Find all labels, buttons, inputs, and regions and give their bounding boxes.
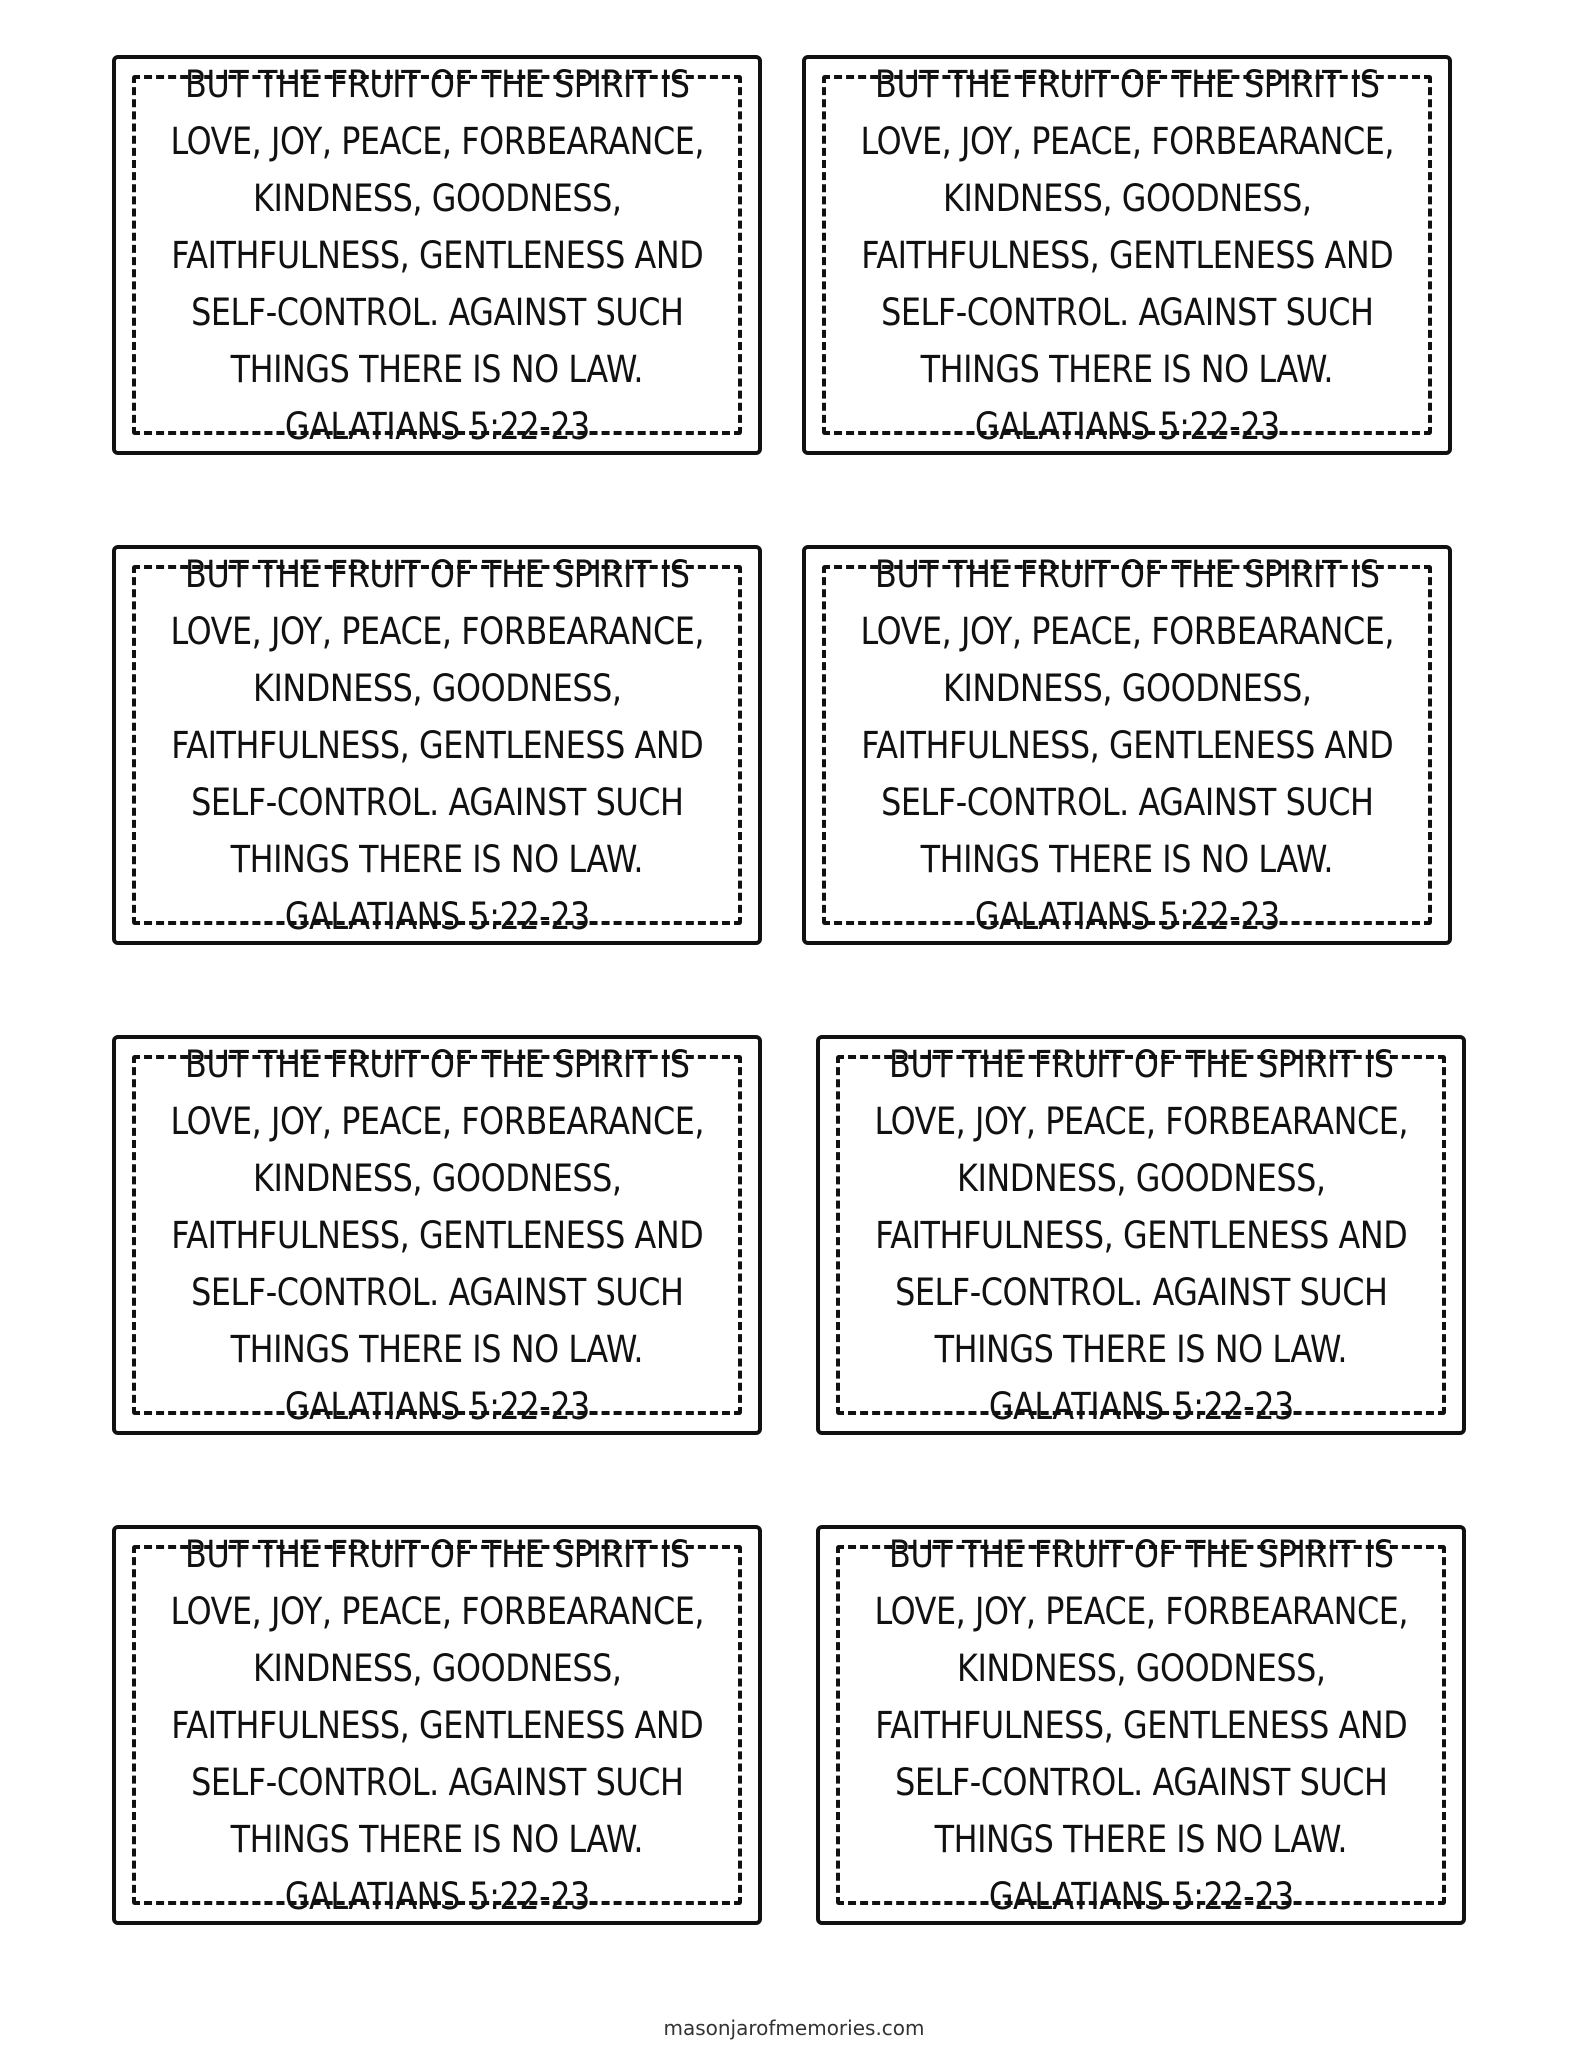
- verse-line: THINGS THERE IS NO LAW.: [920, 837, 1334, 881]
- verse-reference: GALATIANS 5:22-23: [974, 404, 1280, 448]
- verse-line: THINGS THERE IS NO LAW.: [230, 837, 644, 881]
- dashed-border: [836, 1532, 1446, 1918]
- verse-line: LOVE, JOY, PEACE, FORBEARANCE,: [170, 1589, 704, 1633]
- dashed-border: [132, 1042, 742, 1428]
- verse-line: LOVE, JOY, PEACE, FORBEARANCE,: [170, 119, 704, 163]
- verse-line: KINDNESS, GOODNESS,: [252, 176, 622, 220]
- dashed-border: [836, 1042, 1446, 1428]
- verse-card-2: [802, 55, 1452, 455]
- verse-card-5: [112, 1035, 762, 1435]
- verse-line: SELF-CONTROL. AGAINST SUCH: [190, 1760, 684, 1804]
- verse-line: THINGS THERE IS NO LAW.: [934, 1817, 1348, 1861]
- verse-line: SELF-CONTROL. AGAINST SUCH: [190, 780, 684, 824]
- verse-line: KINDNESS, GOODNESS,: [956, 1646, 1326, 1690]
- verse-line: KINDNESS, GOODNESS,: [252, 1646, 622, 1690]
- verse-line: FAITHFULNESS, GENTLENESS AND: [170, 1213, 704, 1257]
- verse-reference: GALATIANS 5:22-23: [974, 894, 1280, 938]
- verse-line: FAITHFULNESS, GENTLENESS AND: [860, 723, 1394, 767]
- dashed-border: [132, 552, 742, 938]
- verse-reference: GALATIANS 5:22-23: [284, 1874, 590, 1918]
- verse-line: LOVE, JOY, PEACE, FORBEARANCE,: [170, 609, 704, 653]
- verse-line: KINDNESS, GOODNESS,: [956, 1156, 1326, 1200]
- verse-reference: GALATIANS 5:22-23: [284, 894, 590, 938]
- verse-card-1: [112, 55, 762, 455]
- verse-line: FAITHFULNESS, GENTLENESS AND: [170, 723, 704, 767]
- verse-reference: GALATIANS 5:22-23: [284, 404, 590, 448]
- verse-line: FAITHFULNESS, GENTLENESS AND: [874, 1703, 1408, 1747]
- verse-line: THINGS THERE IS NO LAW.: [230, 347, 644, 391]
- verse-line: BUT THE FRUIT OF THE SPIRIT IS: [874, 62, 1380, 106]
- verse-line: THINGS THERE IS NO LAW.: [920, 347, 1334, 391]
- dashed-border: [132, 1532, 742, 1918]
- verse-card-4: [802, 545, 1452, 945]
- verse-line: KINDNESS, GOODNESS,: [942, 666, 1312, 710]
- verse-card-7: [112, 1525, 762, 1925]
- verse-reference: GALATIANS 5:22-23: [988, 1874, 1294, 1918]
- verse-line: FAITHFULNESS, GENTLENESS AND: [170, 1703, 704, 1747]
- verse-line: LOVE, JOY, PEACE, FORBEARANCE,: [170, 1099, 704, 1143]
- verse-line: SELF-CONTROL. AGAINST SUCH: [894, 1760, 1388, 1804]
- verse-line: LOVE, JOY, PEACE, FORBEARANCE,: [860, 609, 1394, 653]
- verse-line: KINDNESS, GOODNESS,: [942, 176, 1312, 220]
- verse-line: THINGS THERE IS NO LAW.: [230, 1327, 644, 1371]
- verse-line: LOVE, JOY, PEACE, FORBEARANCE,: [874, 1099, 1408, 1143]
- verse-line: BUT THE FRUIT OF THE SPIRIT IS: [184, 552, 690, 596]
- verse-line: FAITHFULNESS, GENTLENESS AND: [860, 233, 1394, 277]
- verse-line: SELF-CONTROL. AGAINST SUCH: [880, 290, 1374, 334]
- verse-line: THINGS THERE IS NO LAW.: [230, 1817, 644, 1861]
- verse-line: FAITHFULNESS, GENTLENESS AND: [170, 233, 704, 277]
- verse-line: LOVE, JOY, PEACE, FORBEARANCE,: [860, 119, 1394, 163]
- verse-line: BUT THE FRUIT OF THE SPIRIT IS: [184, 1042, 690, 1086]
- verse-line: BUT THE FRUIT OF THE SPIRIT IS: [888, 1532, 1394, 1576]
- verse-line: BUT THE FRUIT OF THE SPIRIT IS: [888, 1042, 1394, 1086]
- verse-card-3: [112, 545, 762, 945]
- dashed-border: [132, 62, 742, 448]
- verse-line: KINDNESS, GOODNESS,: [252, 666, 622, 710]
- verse-line: SELF-CONTROL. AGAINST SUCH: [190, 1270, 684, 1314]
- verse-card-8: [816, 1525, 1466, 1925]
- verse-reference: GALATIANS 5:22-23: [284, 1384, 590, 1428]
- verse-line: THINGS THERE IS NO LAW.: [934, 1327, 1348, 1371]
- dashed-border: [822, 552, 1432, 938]
- verse-line: SELF-CONTROL. AGAINST SUCH: [190, 290, 684, 334]
- verse-line: BUT THE FRUIT OF THE SPIRIT IS: [184, 62, 690, 106]
- website-footer: masonjarofmemories.com: [663, 2016, 925, 2040]
- dashed-border: [822, 62, 1432, 448]
- verse-line: FAITHFULNESS, GENTLENESS AND: [874, 1213, 1408, 1257]
- verse-line: SELF-CONTROL. AGAINST SUCH: [880, 780, 1374, 824]
- verse-line: BUT THE FRUIT OF THE SPIRIT IS: [874, 552, 1380, 596]
- verse-line: SELF-CONTROL. AGAINST SUCH: [894, 1270, 1388, 1314]
- verse-reference: GALATIANS 5:22-23: [988, 1384, 1294, 1428]
- verse-card-6: [816, 1035, 1466, 1435]
- verse-line: LOVE, JOY, PEACE, FORBEARANCE,: [874, 1589, 1408, 1633]
- verse-line: BUT THE FRUIT OF THE SPIRIT IS: [184, 1532, 690, 1576]
- verse-line: KINDNESS, GOODNESS,: [252, 1156, 622, 1200]
